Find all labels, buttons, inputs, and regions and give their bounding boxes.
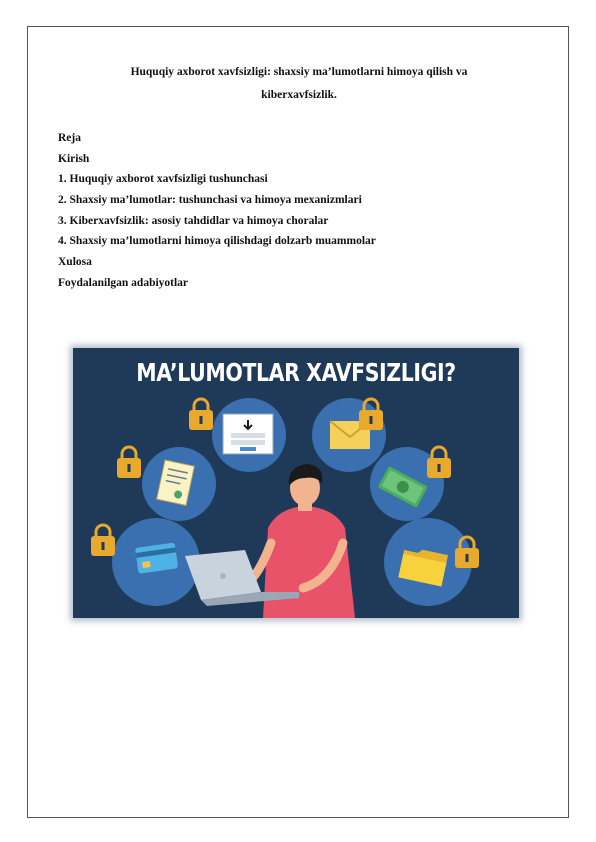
credit-card-icon — [135, 542, 178, 573]
toc-item-references: Foydalanilgan adabiyotlar — [58, 276, 189, 289]
data-security-banner — [73, 348, 519, 618]
table-of-contents — [58, 128, 376, 294]
toc-item-intro: Kirish — [58, 152, 90, 165]
lock-icon — [189, 399, 213, 430]
banner-heading: MA’LUMOTLAR XAVFSIZLIGI? — [136, 358, 456, 387]
lock-icon — [91, 525, 115, 556]
toc-item-1: 1. Huquqiy axborot xavfsizligi tushunchasi — [58, 173, 268, 186]
toc-item-4: 4. Shaxsiy ma’lumotlarni himoya qilishdagi dolzarb muammolar — [58, 235, 376, 248]
title-line-1: Huquqiy axborot xavfsizligi: shaxsiy ma’lumotlarni himoya qilish va — [130, 66, 468, 78]
banner-illustration — [73, 348, 519, 618]
toc-item-conclusion: Xulosa — [58, 256, 92, 269]
document-title — [70, 61, 528, 107]
title-line-2: kiberxavfsizlik. — [261, 89, 337, 101]
toc-heading: Reja — [58, 132, 81, 144]
toc-item-2: 2. Shaxsiy ma’lumotlar: tushunchasi va himoya mexanizmlari — [58, 194, 362, 207]
toc-item-3: 3. Kiberxavfsizlik: asosiy tahdidlar va himoya choralar — [58, 214, 329, 227]
lock-icon — [117, 447, 141, 478]
lock-icon — [427, 447, 451, 478]
login-form-icon — [223, 414, 273, 454]
